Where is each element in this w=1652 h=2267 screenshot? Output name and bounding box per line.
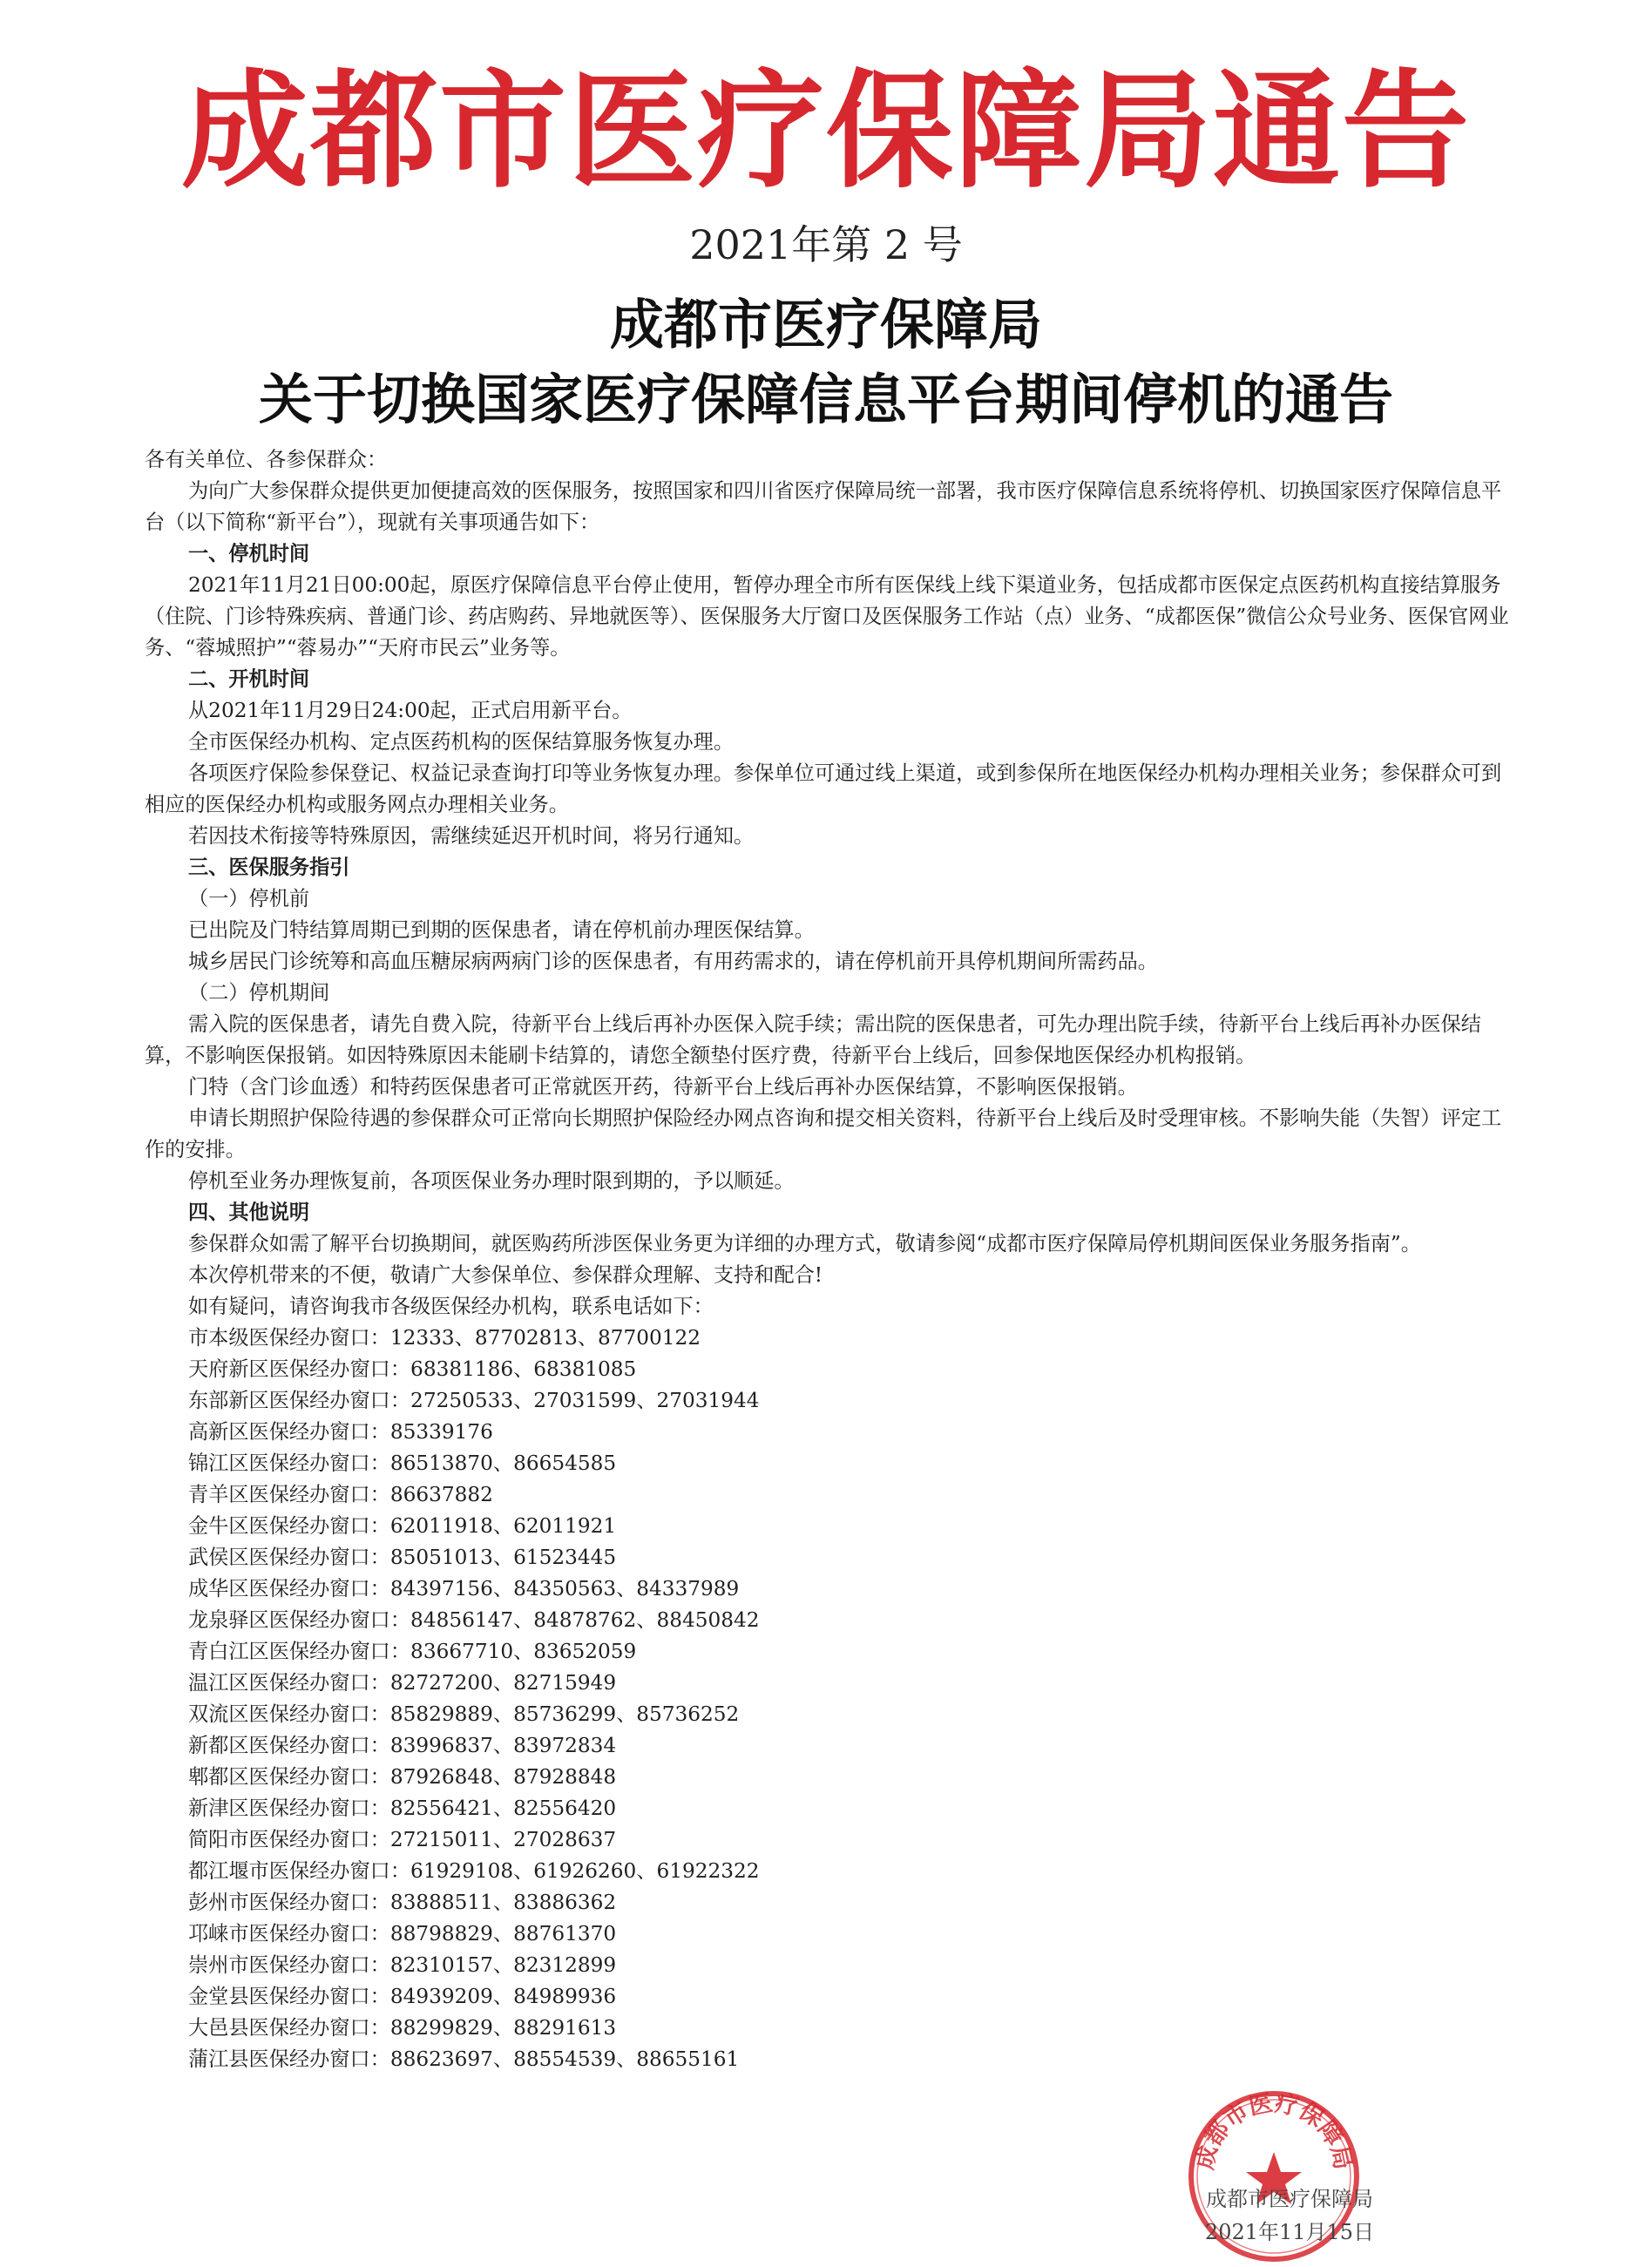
- section-heading-3: 三、医保服务指引: [188, 856, 350, 879]
- paragraph: 各项医疗保险参保登记、权益记录查询打印等业务恢复办理。参保单位可通过线上渠道，或到参保所在地医保经办机构办理相关业务；参保群众可到相应的医保经办机构或服务网点办理相关业务。: [145, 761, 1502, 816]
- contact-line: 新都区医保经办窗口：83996837、83972834: [188, 1734, 617, 1757]
- contact-line: 郫都区医保经办窗口：87926848、87928848: [188, 1765, 617, 1789]
- document-number: 2021年第 2 号: [689, 221, 963, 268]
- paragraph: 2021年11月21日00:00起，原医疗保障信息平台停止使用，暂停办理全市所有医保线上线下渠道业务，包括成都市医保定点医药机构直接结算服务（住院、门诊特殊疾病、普通门诊、药店购药、异地就医等）、医保服务大厅窗口及医保服务工作站（点）业务、“成都医保”微信公众号业务、医保官网业务、“蓉城照护”“蓉易办”“天府市民云”业务等。: [145, 573, 1509, 660]
- notice-title-line2: 关于切换国家医疗保障信息平台期间停机的通告: [258, 368, 1393, 431]
- masthead-title: 成都市医疗保障局通告: [181, 58, 1471, 206]
- paragraph: 申请长期照护保险待遇的参保群众可正常向长期照护保险经办网点咨询和提交相关资料，待新平台上线后及时受理审核。不影响失能（失智）评定工作的安排。: [145, 1106, 1502, 1161]
- contact-line: 龙泉驿区医保经办窗口：84856147、84878762、88450842: [188, 1608, 760, 1632]
- paragraph: 需入院的医保患者，请先自费入院，待新平台上线后再补办医保入院手续；需出院的医保患者，可先办理出院手续，待新平台上线后再补办医保结算，不影响医保报销。如因特殊原因未能刷卡结算的，请您全额垫付医疗费，待新平台上线后，回参保地医保经办机构报销。: [145, 1012, 1481, 1067]
- paragraph: 如有疑问，请咨询我市各级医保经办机构，联系电话如下：: [188, 1295, 714, 1318]
- contact-line: 彭州市医保经办窗口：83888511、83886362: [188, 1891, 617, 1914]
- contact-line: 成华区医保经办窗口：84397156、84350563、84337989: [188, 1577, 740, 1600]
- section-heading-2: 二、开机时间: [188, 667, 310, 691]
- contact-line: 高新区医保经办窗口：85339176: [188, 1420, 493, 1444]
- contact-line: 武侯区医保经办窗口：85051013、61523445: [188, 1546, 617, 1569]
- paragraph: 本次停机带来的不便，敬请广大参保单位、参保群众理解、支持和配合!: [188, 1263, 823, 1287]
- contact-line: 市本级医保经办窗口：12333、87702813、87700122: [188, 1326, 701, 1350]
- paragraph: 门特（含门诊血透）和特药医保患者可正常就医开药，待新平台上线后再补办医保结算，不影响医保报销。: [188, 1075, 1138, 1099]
- contact-line: 金牛区医保经办窗口：62011918、62011921: [188, 1514, 617, 1538]
- contact-line: 青白江区医保经办窗口：83667710、83652059: [188, 1640, 637, 1663]
- paragraph: 已出院及门特结算周期已到期的医保患者，请在停机前办理医保结算。: [188, 918, 815, 942]
- paragraph: 若因技术衔接等特殊原因，需继续延迟开机时间，将另行通知。: [188, 824, 755, 848]
- paragraph: 全市医保经办机构、定点医药机构的医保结算服务恢复办理。: [188, 730, 735, 754]
- signature-date: 2021年11月15日: [1204, 2220, 1375, 2244]
- salutation: 各有关单位、各参保群众：: [145, 448, 388, 471]
- contact-line: 邛崃市医保经办窗口：88798829、88761370: [188, 1922, 617, 1946]
- seal-text: 成都市医疗保障局: [1191, 2089, 1357, 2172]
- contact-line: 新津区医保经办窗口：82556421、82556420: [188, 1797, 617, 1820]
- contact-line: 温江区医保经办窗口：82727200、82715949: [188, 1671, 617, 1695]
- notice-body: [145, 444, 1516, 2075]
- contact-line: 蒲江县医保经办窗口：88623697、88554539、88655161: [188, 2047, 740, 2071]
- contact-line: 大邑县医保经办窗口：88299829、88291613: [188, 2016, 617, 2040]
- signature-organization: 成都市医疗保障局: [1206, 2187, 1373, 2211]
- subsection-heading: （二）停机期间: [188, 981, 330, 1005]
- paragraph: 停机至业务办理恢复前，各项医保业务办理时限到期的，予以顺延。: [188, 1169, 795, 1193]
- contact-line: 东部新区医保经办窗口：27250533、27031599、27031944: [188, 1389, 760, 1412]
- section-heading-1: 一、停机时间: [188, 542, 310, 565]
- contact-line: 金堂县医保经办窗口：84939209、84989936: [188, 1985, 617, 2008]
- contact-line: 双流区医保经办窗口：85829889、85736299、85736252: [188, 1702, 740, 1726]
- intro-paragraph: 为向广大参保群众提供更加便捷高效的医保服务，按照国家和四川省医疗保障局统一部署，我市医疗保障信息系统将停机、切换国家医疗保障信息平台（以下简称“新平台”），现就有关事项通告如下：: [145, 479, 1502, 534]
- paragraph: 从2021年11月29日24:00起，正式启用新平台。: [188, 699, 633, 722]
- contact-line: 简阳市医保经办窗口：27215011、27028637: [188, 1828, 617, 1851]
- contact-line: 锦江区医保经办窗口：86513870、86654585: [188, 1452, 617, 1475]
- contact-line: 青羊区医保经办窗口：86637882: [188, 1483, 493, 1506]
- subsection-heading: （一）停机前: [188, 887, 310, 910]
- notice-title-line1: 成都市医疗保障局: [609, 293, 1042, 356]
- contact-line: 都江堰市医保经办窗口：61929108、61926260、61922322: [188, 1859, 760, 1883]
- section-heading-4: 四、其他说明: [188, 1201, 310, 1224]
- contact-line: 天府新区医保经办窗口：68381186、68381085: [188, 1357, 637, 1381]
- contact-line: 崇州市医保经办窗口：82310157、82312899: [188, 1953, 617, 1977]
- paragraph: 城乡居民门诊统筹和高血压糖尿病两病门诊的医保患者，有用药需求的，请在停机前开具停机期间所需药品。: [188, 950, 1158, 973]
- paragraph: 参保群众如需了解平台切换期间，就医购药所涉医保业务更为详细的办理方式，敬请参阅“成都市医疗保障局停机期间医保业务服务指南”。: [188, 1232, 1421, 1255]
